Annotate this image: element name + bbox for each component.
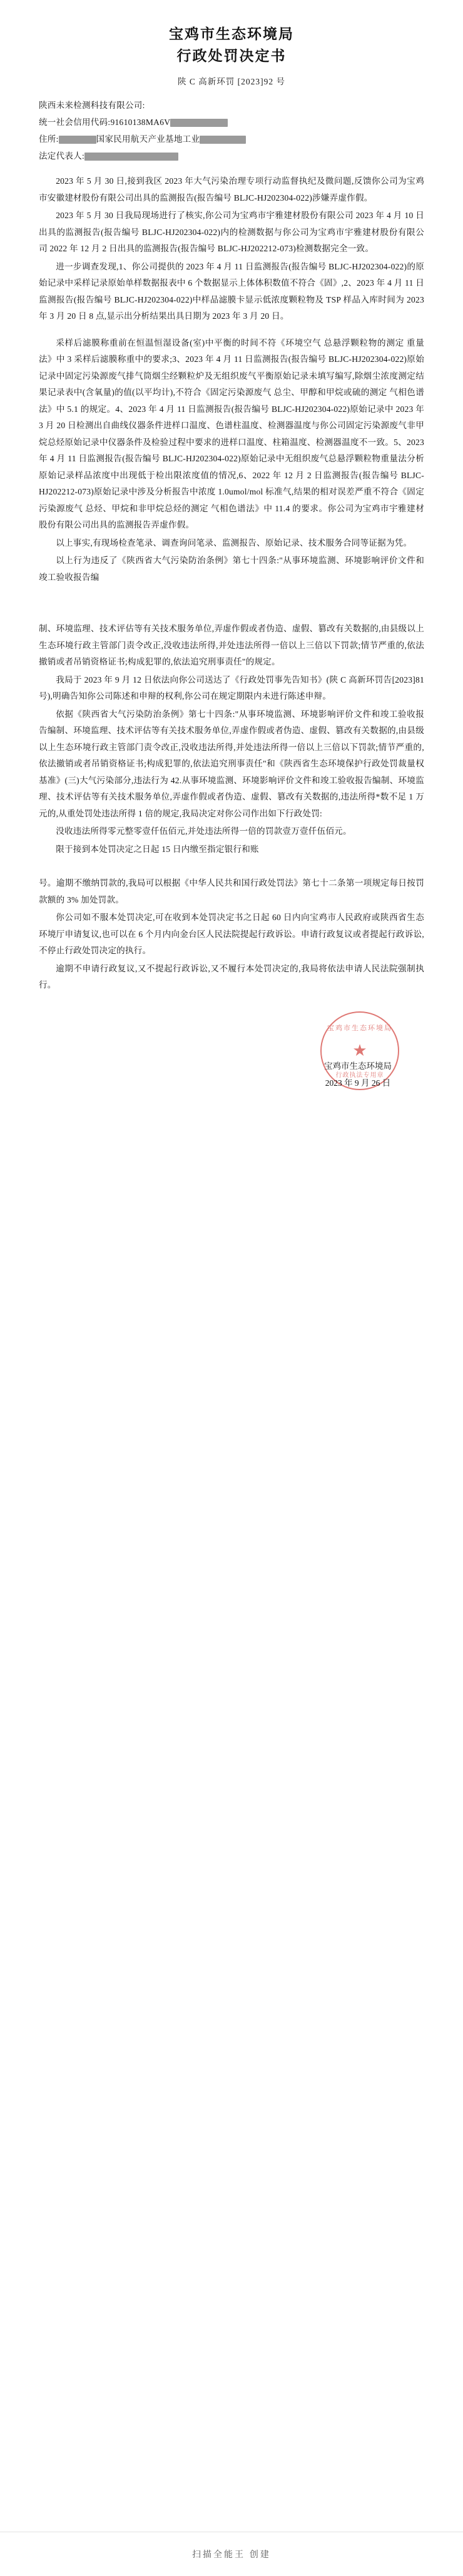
redaction-bar [170,119,228,127]
body-paragraph: 2023 年 5 月 30 日我局现场进行了核实,你公司为宝鸡市宇雅建材股份有限公司 2023 年 4 月 10 日出具的监测报告(报告编号 BLJC-HJ202304-022)内的检测数据与你公司为宝鸡市宇雅建材股份有限公司 2022 年 12 月 2 日出具的监测报告(报告编号 BLJC-HJ202212-073)检测数据完全一致。 [39,211,424,253]
seal-bottom-text: 行政执法专用章 [335,1071,384,1079]
signature-date: 2023 年 9 月 26 日 [325,1078,391,1088]
spacer [39,859,424,875]
body-paragraph: 你公司如不服本处罚决定,可在收到本处罚决定书之日起 60 日内向宝鸡市人民政府或陕西省生态环境厅申请复议,也可以在 6 个月内向金台区人民法院提起行政诉讼。申请行政复议或者提起行政诉讼,不停止行政处罚决定的执行。 [39,913,424,955]
body-paragraph: 制、环境监理、技术评估等有关技术服务单位,弄虚作假或者伪造、虚假、篡改有关数据的,由县级以上生态环境行政主管部门责令改正,没收违法所得,并处违法所得一倍以上三倍以下罚款;情节严重的,依法撤销或者吊销资格证书;构成犯罪的,依法追究刑事责任"的规定。 [39,624,424,666]
body-paragraph: 限于接到本处罚决定之日起 15 日内缴至指定银行和账 [56,844,259,854]
spacer [39,587,424,621]
footer-watermark-text: 扫描全能王 创建 [192,2549,271,2559]
signature-organization: 宝鸡市生态环境局 [324,1061,392,1071]
field-legal-representative-label: 法定代表人: [39,151,85,161]
document-number: 陕 C 高新环罚 [2023]92 号 [178,77,285,86]
body-paragraph: 逾期不申请行政复议,又不提起行政诉讼,又不履行本处罚决定的,我局将依法申请人民法院强制执行。 [39,963,424,990]
spacer [39,326,424,335]
seal-star-icon: ★ [352,1041,367,1060]
signature-block [324,1058,392,1091]
field-address-label: 住所: [39,134,59,144]
body-paragraph: 采样后滤膜称重前在恒温恒湿设备(室)中平衡的时间不符《环境空气 总悬浮颗粒物的测定 重量法》中 3 采样后滤膜称重中的要求;3、2023 年 4 月 11 日监测报告(报告编号 BLJC-HJ202304-022)原始记录中固定污染源废气排气筒烟尘经颗粒炉及无组织废气平衡原始记录未填写编写,除烟尘浓度测定结果记录表中(含氧量)的值(以平均计),不符合《固定污染源废气 总尘、甲醇和甲烷或硫的测定 气相色谱法》中 5.1 的规定。4、2023 年 4 月 11 日监测报告(报告编号 BLJC-HJ202304-022)原始记录中 2023 年 3 月 20 日检测出自曲线仪器条件进样口温度、色谱柱温度、检测器温度与你公司固定污染源废气非甲烷总烃原始记录中仪器条件及检验过程中要求的进样口温度、柱箱温度、检测器温度不一致。5、2023 年 4 月 11 日监测报告(报告编号 BLJC-HJ202304-022)原始记录中无组织废气总悬浮颗粒物重量法分析原始记录样品浓度中出现低于检出限浓度值的情况,6、2022 年 12 月 2 日监测报告(报告编号 BLJC-HJ202212-073)原始记录中涉及分析报告中浓度 1.0umol/mol 标准气,结果的相对误差严重不符合《固定污染源废气 总烃、甲烷和非甲烷总烃的测定 气相色谱法》中 11.4 的要求。你公司为宝鸡市宇雅建材股份有限公司出具的监测报告弄虚作假。 [39,338,424,529]
body-paragraph: 没收违法所得零元整零壹仟伍佰元,并处违法所得一倍的罚款壹万壹仟伍佰元。 [56,826,352,836]
seal-and-signature-area [39,1000,424,1119]
field-address-value: 国家民用航天产业基地工业 [96,134,200,144]
redaction-bar [84,153,178,161]
body-paragraph: 号。逾期不缴纳罚款的,我局可以根据《中华人民共和国行政处罚法》第七十二条第一项规定每日按罚款额的 3% 加处罚款。 [39,878,424,905]
body-paragraph: 进一步调查发现,1、你公司提供的 2023 年 4 月 11 日监测报告(报告编号 BLJC-HJ202304-022)的原始记录中采样记录原始单样数据报表中 6 个数据显示上体体积数值不符合《固》,2、2023 年 4 月 11 日监测报告(报告编号 BLJC-HJ202304-022)中样品滤膜卡显示低浓度颗粒物及 TSP 样品入库时间为 2023 年 3 月 20 日 8 点,显示出分析结果出具日期为 2023 年 3 月 20 日。 [39,261,424,321]
body-paragraph: 以上事实,有现场检查笔录、调查询问笔录、监测报告、原始记录、技术服务合同等证据为凭。 [56,538,412,548]
spacer [39,1119,424,1469]
field-company-name-label: 陕西未来检测科技有限公司: [39,101,145,110]
body-paragraph: 以上行为违反了《陕西省大气污染防治条例》第七十四条:"从事环境监测、环境影响评价文件和竣工验收报告编 [39,556,424,582]
field-credit-code-value: 91610138MA6V [110,118,171,127]
redaction-bar [59,136,96,144]
body-paragraph: 2023 年 5 月 30 日,接到我区 2023 年大气污染治理专项行动监督执纪及微问题,反馈你公司为宝鸡市安徽建材股份有限公司出具的监测报告(报告编号 BLJC-HJ202304-022)涉嫌弄虚作假。 [39,176,424,203]
field-address [39,131,424,148]
field-legal-representative [39,148,424,164]
body-paragraph: 我局于 2023 年 9 月 12 日依法向你公司送达了《行政处罚事先告知书》(陕 C 高新环罚告[2023]81 号),明确告知你公司陈述和申辩的权利,你公司在规定期限内未进行陈述申辩。 [39,674,424,701]
seal-top-text: 宝鸡市生态环境局 [327,1024,392,1032]
document-title: 行政处罚决定书 [176,48,287,64]
field-credit-code-label: 统一社会信用代码: [39,118,111,127]
field-company-name [39,97,424,114]
spacer [39,164,424,173]
issuing-organization-title: 宝鸡市生态环境局 [169,26,294,42]
redaction-bar [200,136,246,144]
footer-watermark [0,2532,463,2576]
field-credit-code [39,114,424,131]
body-paragraph: 依据《陕西省大气污染防治条例》第七十四条:"从事环境监测、环境影响评价文件和竣工验收报告编制、环境监理、技术评估等有关技术服务单位,弄虚作假或者伪造、虚假、篡改有关数据的,由县级以上生态环境行政主管部门责令改正,没收违法所得,并处违法所得一倍以上三倍以下罚款;情节严重的,依法撤销或者吊销资格证书;构成犯罪的,依法追究刑事责任"和《陕西省生态环境保护行政处罚裁量权基准》(三)大气污染部分,违法行为 42.从事环境监测、环境影响评价文件和竣工验收报告编制、环境监理、技术评估等有关技术服务单位,弄虚作假或者伪造、虚假、篡改有关数据的,违法所得*数不足 1 万元的,从重处罚处违法所得 1 倍的规定,我局决定对你公司作出如下行政处罚: [39,709,424,818]
